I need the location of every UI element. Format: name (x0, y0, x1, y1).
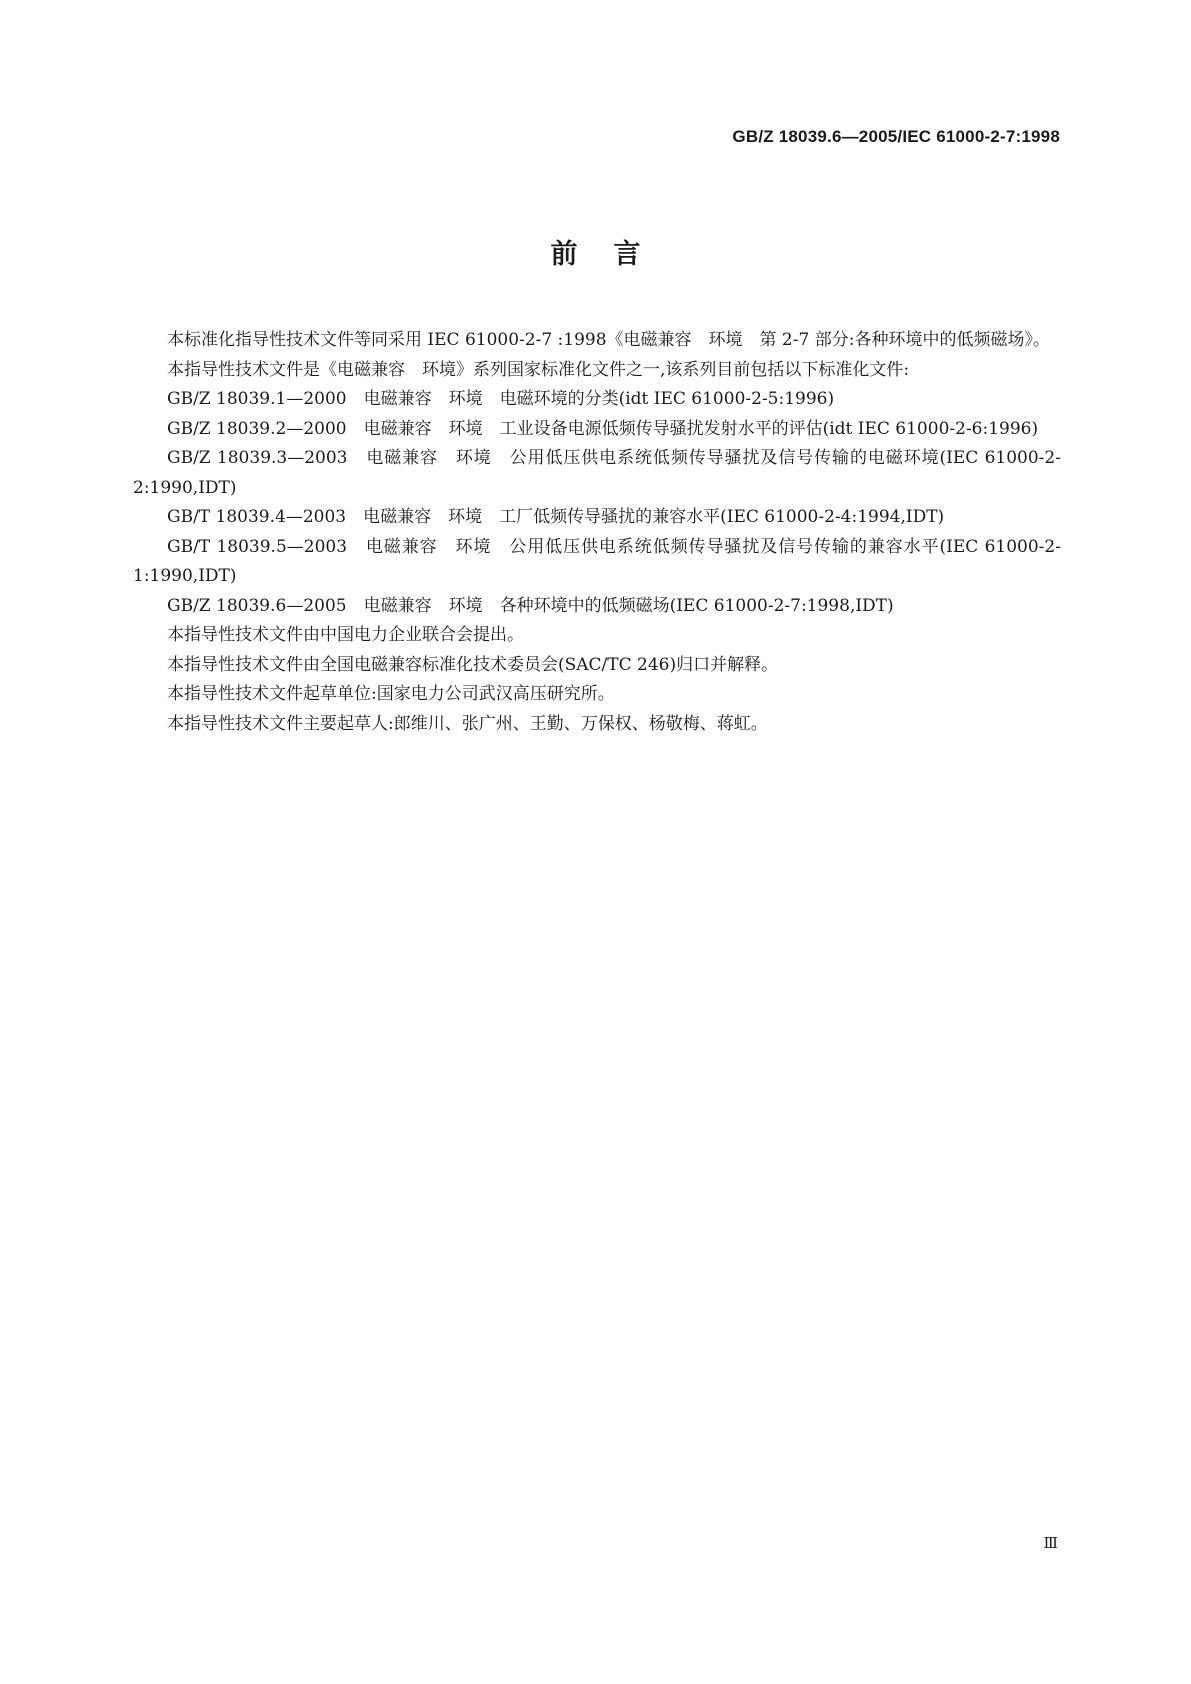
list-item-standard-6: GB/Z 18039.6—2005 电磁兼容 环境 各种环境中的低频磁场(IEC 61000-2-7:1998,IDT) (167, 595, 894, 616)
list-item-standard-1: GB/Z 18039.1—2000 电磁兼容 环境 电磁环境的分类(idt IEC 61000-2-5:1996) (167, 389, 835, 409)
paragraph-proposed-by: 本指导性技术文件由中国电力企业联合会提出。 (167, 625, 524, 645)
paragraph-series-intro: 本指导性技术文件是《电磁兼容 环境》系列国家标准化文件之一,该系列目前包括以下标准化文件: (167, 359, 910, 380)
page-number: Ⅲ (1043, 1534, 1058, 1552)
paragraph-drafters: 本指导性技术文件主要起草人:郎维川、张广州、王勤、万保权、杨敬梅、蒋虹。 (167, 713, 768, 734)
list-item-standard-5: GB/T 18039.5—2003 电磁兼容 环境 公用低压供电系统低频传导骚扰及信号传输的兼容水平(IEC 61000-2-1:1990,IDT) (133, 536, 1061, 586)
standard-number-header: GB/Z 18039.6—2005/IEC 61000-2-7:1998 (732, 127, 1060, 146)
list-item-standard-3: GB/Z 18039.3—2003 电磁兼容 环境 公用低压供电系统低频传导骚扰及信号传输的电磁环境(IEC 61000-2-2:1990,IDT) (133, 448, 1061, 498)
paragraph-centralized-by: 本指导性技术文件由全国电磁兼容标准化技术委员会(SAC/TC 246)归口并解释。 (167, 654, 779, 675)
page-title: 前言 (550, 239, 677, 270)
foreword-body (133, 326, 1061, 739)
list-item-standard-2: GB/Z 18039.2—2000 电磁兼容 环境 工业设备电源低频传导骚扰发射水平的评估(idt IEC 61000-2-6:1996) (167, 418, 1039, 439)
paragraph-drafting-unit: 本指导性技术文件起草单位:国家电力公司武汉高压研究所。 (167, 684, 615, 704)
paragraph-adoption: 本标准化指导性技术文件等同采用 IEC 61000-2-7 :1998《电磁兼容 环境 第 2-7 部分:各种环境中的低频磁场》。 (167, 330, 1050, 350)
list-item-standard-4: GB/T 18039.4—2003 电磁兼容 环境 工厂低频传导骚扰的兼容水平(IEC 61000-2-4:1994,IDT) (167, 507, 945, 527)
